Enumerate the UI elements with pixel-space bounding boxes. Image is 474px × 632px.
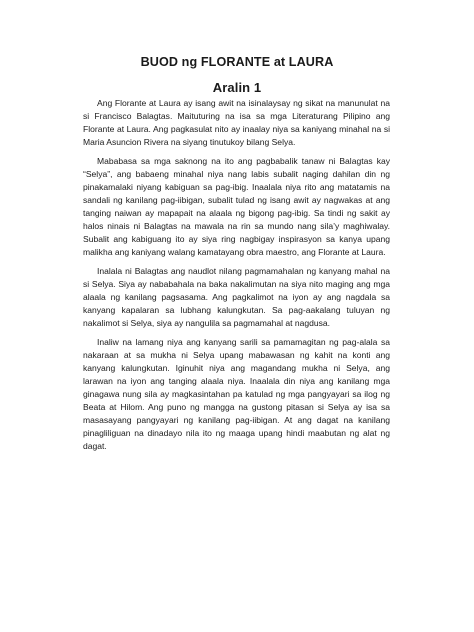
- document-subtitle: Aralin 1: [212, 80, 262, 95]
- paragraph-3: Inalala ni Balagtas ang naudlot nilang pagmamahalan ng kanyang mahal na si Selya. Siya ay nababahala na baka nakalimutan na siya nito maging ang mga alaala ng kanilang pagsasama. Ang pagkalimot na iyon ay ang nagdala sa kanyang kapalaran sa lubhang kalungkutan. Sa pag-aakalang tuluyan ng nakalimot si Selya, siya ay nangulila sa pagmamahal at nagdusa.: [83, 266, 390, 328]
- paragraph-4: Inaliw na lamang niya ang kanyang sarili sa pamamagitan ng pag-alala sa nakaraan at sa mukha ni Selya upang mabawasan ng kahit na konti ang kanyang kalungkutan. Iginuhit niya ang magandang mukha ni Selya, ang larawan na iyon ang tanging alaala niya. Inaalala din niya ang kanilang mga ginagawa nung sila ay magkasintahan pa katulad ng mga pangyayari sa ilog ng Beata at Hilom. Ang puno ng mangga na gustong pitasan si Selya ay isa sa masasayang pangyayari ng kanilang pag-iibigan. At ang dagat na kanilang pinagliliguan na dinadayo nila ito ng maaga upang hindi maabutan ng alat ng dagat.: [83, 337, 390, 451]
- paragraph-1: Ang Florante at Laura ay isang awit na isinalaysay ng sikat na manunulat na si Francisco Balagtas. Maituturing na isa sa mga Literaturang Pilipino ang Florante at Laura. Ang pagkasulat nito ay inaalay niya sa kaniyang minahal na si Maria Asuncion Rivera na siyang tinutukoy bilang Selya.: [83, 98, 390, 147]
- paragraph-2: Mababasa sa mga saknong na ito ang pagbabalik tanaw ni Balagtas kay “Selya”, ang babaeng minahal niya nang labis subalit naging dahilan din ng pinakamalaki niyang kabiguan sa pag-ibig. Inaalala niya rito ang matatamis na sandali ng kanilang pag-iibigan, subalit tulad ng isang awit ay nagwakas at ang tanging naiwan ay mapapait na alaala ng bigong pag-ibig. Sa tindi ng sakit ay halos ninais ni Balagtas na mawala na rin sa mundo nang sila’y maghiwalay. Subalit ang kabiguang ito ay siya ring nagbigay inspirasyon sa kanya upang malikha ang kaniyang walang kamatayang obra maestro, ang Florante at Laura.: [83, 156, 390, 257]
- document-body: [83, 97, 390, 459]
- document-title: BUOD ng FLORANTE at LAURA: [140, 55, 334, 69]
